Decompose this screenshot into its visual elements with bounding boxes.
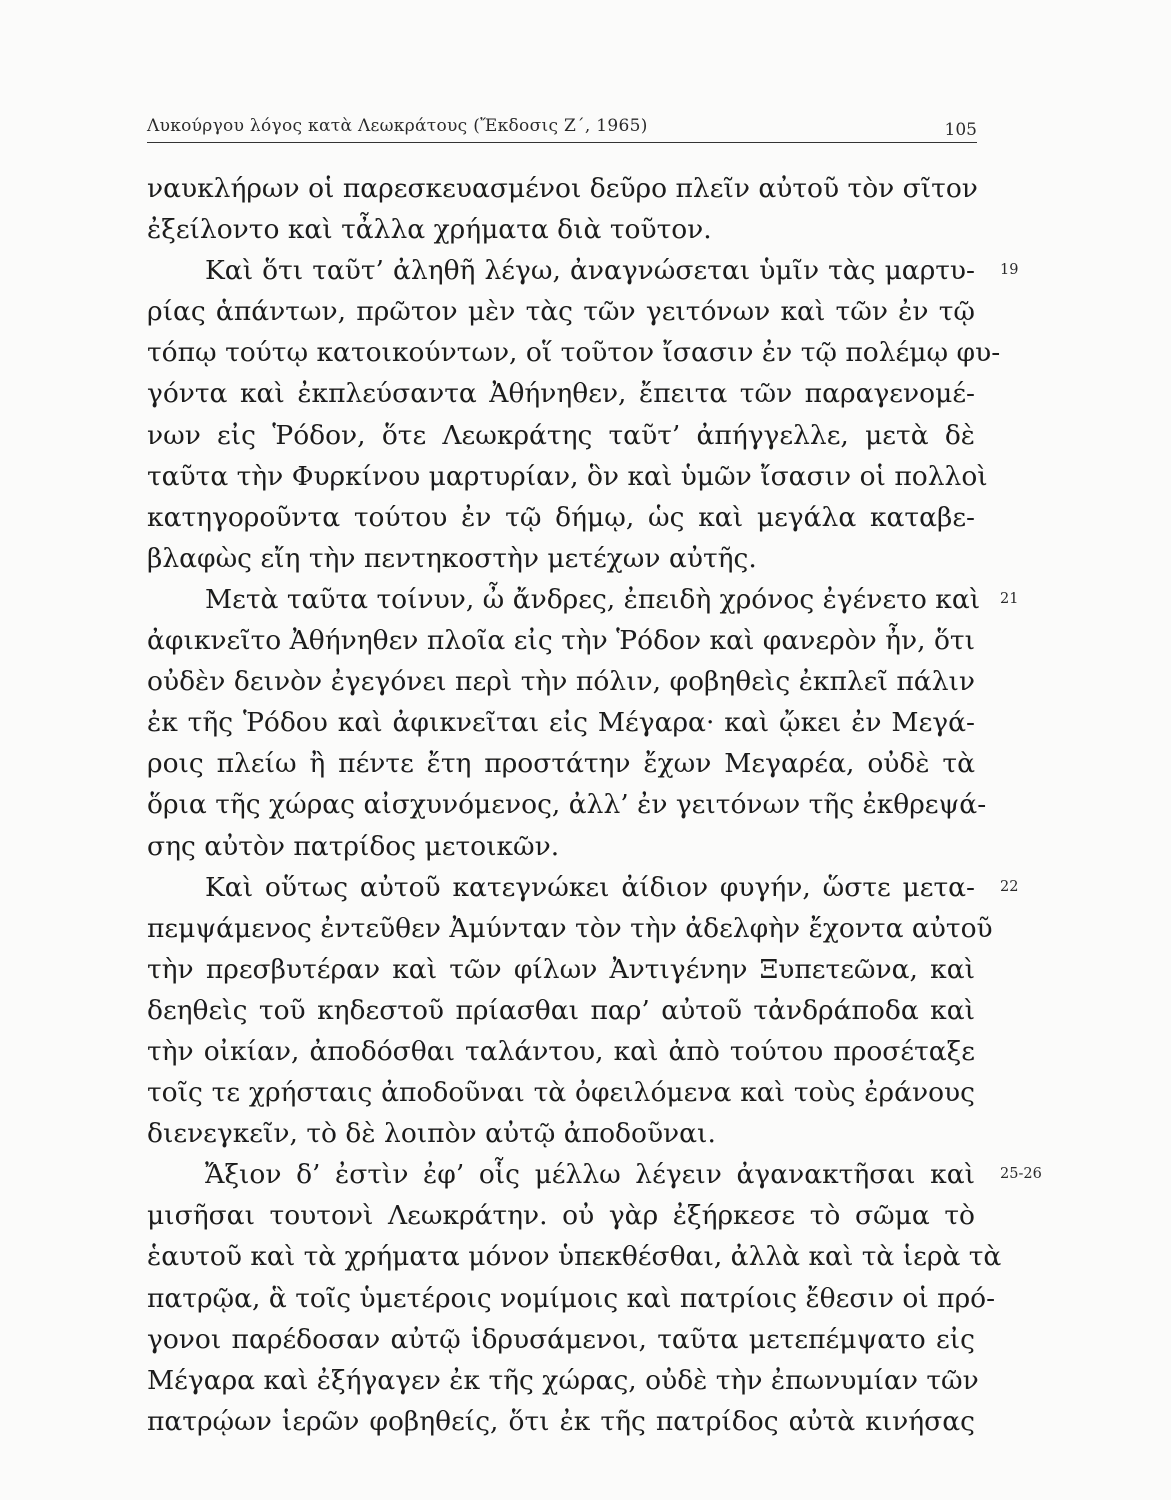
running-head xyxy=(147,110,977,142)
text-line: ταῦτα τὴν Φυρκίνου μαρτυρίαν, ὃν καὶ ὑμῶν ἴσασιν οἱ πολλοὶ xyxy=(147,460,988,492)
text-line: ἐκ τῆς Ῥόδου καὶ ἀφικνεῖται εἰς Μέγαρα· καὶ ᾤκει ἐν Μεγά- xyxy=(147,707,975,739)
text-line: ὅρια τῆς χώρας αἰσχυνόμενος, ἀλλ’ ἐν γειτόνων τῆς ἐκθρεψά- xyxy=(147,789,987,821)
text-line: σης αὐτὸν πατρίδος μετοικῶν. xyxy=(147,830,560,862)
text-line: Ἄξιον δ’ ἐστὶν ἐφ’ οἷς μέλλω λέγειν ἀγανακτῆσαι καὶ xyxy=(205,1159,975,1191)
text-line: Μέγαρα καὶ ἐξήγαγεν ἐκ τῆς χώρας, οὐδὲ τὴν ἐπωνυμίαν τῶν xyxy=(147,1364,979,1396)
text-line: ἑαυτοῦ καὶ τὰ χρήματα μόνον ὑπεκθέσθαι, ἀλλὰ καὶ τὰ ἱερὰ τὰ xyxy=(147,1241,1002,1273)
margin-section-number: 21 xyxy=(1000,591,1019,607)
text-line: οὐδὲν δεινὸν ἐγεγόνει περὶ τὴν πόλιν, φοβηθεὶς ἐκπλεῖ πάλιν xyxy=(147,666,975,698)
text-line: ροις πλείω ἢ πέντε ἔτη προστάτην ἔχων Μεγαρέα, οὐδὲ τὰ xyxy=(147,748,975,780)
text-line: τὴν πρεσβυτέραν καὶ τῶν φίλων Ἀντιγένην Ξυπετεῶνα, καὶ xyxy=(147,953,975,985)
text-line: κατηγοροῦντα τούτου ἐν τῷ δήμῳ, ὡς καὶ μεγάλα καταβε- xyxy=(147,501,975,533)
text-line: τὴν οἰκίαν, ἀποδόσθαι ταλάντου, καὶ ἀπὸ τούτου προσέταξε xyxy=(147,1035,975,1067)
margin-section-number: 25-26 xyxy=(1000,1166,1042,1183)
text-line: ρίας ἁπάντων, πρῶτον μὲν τὰς τῶν γειτόνων καὶ τῶν ἐν τῷ xyxy=(147,296,975,328)
body-text xyxy=(147,168,1042,1442)
text-line: πατρῷα, ἃ τοῖς ὑμετέροις νομίμοις καὶ πατρίοις ἔθεσιν οἱ πρό- xyxy=(147,1282,996,1314)
running-title: Λυκούργου λόγος κατὰ Λεωκράτους (Ἔκδοσις Ζ΄, 1965) xyxy=(147,116,648,136)
text-line: τόπῳ τούτῳ κατοικούντων, οἵ τοῦτον ἴσασιν ἐν τῷ πολέμῳ φυ- xyxy=(147,337,1001,369)
text-line: πατρῴων ἱερῶν φοβηθείς, ὅτι ἐκ τῆς πατρίδος αὐτὰ κινήσας xyxy=(147,1405,975,1437)
text-line: δεηθεὶς τοῦ κηδεστοῦ πρίασθαι παρ’ αὐτοῦ τἀνδράποδα καὶ xyxy=(147,994,975,1026)
text-line: διενεγκεῖν, τὸ δὲ λοιπὸν αὐτῷ ἀποδοῦναι. xyxy=(147,1118,716,1150)
text-line: γόντα καὶ ἐκπλεύσαντα Ἀθήνηθεν, ἔπειτα τῶν παραγενομέ- xyxy=(147,378,975,410)
text-line: μισῆσαι τουτονὶ Λεωκράτην. οὐ γὰρ ἐξήρκεσε τὸ σῶμα τὸ xyxy=(147,1200,975,1232)
page-number: 105 xyxy=(944,120,977,140)
header-rule xyxy=(147,142,977,143)
text-line: τοῖς τε χρήσταις ἀποδοῦναι τὰ ὀφειλόμενα καὶ τοὺς ἐράνους xyxy=(147,1077,975,1109)
text-line: Μετὰ ταῦτα τοίνυν, ὦ ἄνδρες, ἐπειδὴ χρόνος ἐγένετο καὶ xyxy=(205,583,981,615)
text-line: γονοι παρέδοσαν αὐτῷ ἱδρυσάμενοι, ταῦτα μετεπέμψατο εἰς xyxy=(147,1323,975,1355)
text-line: ναυκλήρων οἱ παρεσκευασμένοι δεῦρο πλεῖν αὐτοῦ τὸν σῖτον xyxy=(147,173,978,204)
text-line: ἀφικνεῖτο Ἀθήνηθεν πλοῖα εἰς τὴν Ῥόδον καὶ φανερὸν ἦν, ὅτι xyxy=(147,625,975,657)
text-line: Καὶ ὅτι ταῦτ’ ἀληθῆ λέγω, ἀναγνώσεται ὑμῖν τὰς μαρτυ- xyxy=(205,255,975,287)
text-line: ἐξείλοντο καὶ τἆλλα χρήματα διὰ τοῦτον. xyxy=(147,214,712,246)
text-line: νων εἰς Ῥόδον, ὅτε Λεωκράτης ταῦτ’ ἀπήγγελλε, μετὰ δὲ xyxy=(147,419,975,451)
text-line: Καὶ οὕτως αὐτοῦ κατεγνώκει ἀίδιον φυγήν, ὥστε μετα- xyxy=(205,871,975,903)
text-line: βλαφὼς εἴη τὴν πεντηκοστὴν μετέχων αὐτῆς. xyxy=(147,542,757,574)
margin-section-number: 19 xyxy=(1000,262,1019,279)
margin-section-number: 22 xyxy=(1000,878,1019,895)
text-line: πεμψάμενος ἐντεῦθεν Ἀμύνταν τὸν τὴν ἀδελφὴν ἔχοντα αὐτοῦ xyxy=(147,912,993,944)
